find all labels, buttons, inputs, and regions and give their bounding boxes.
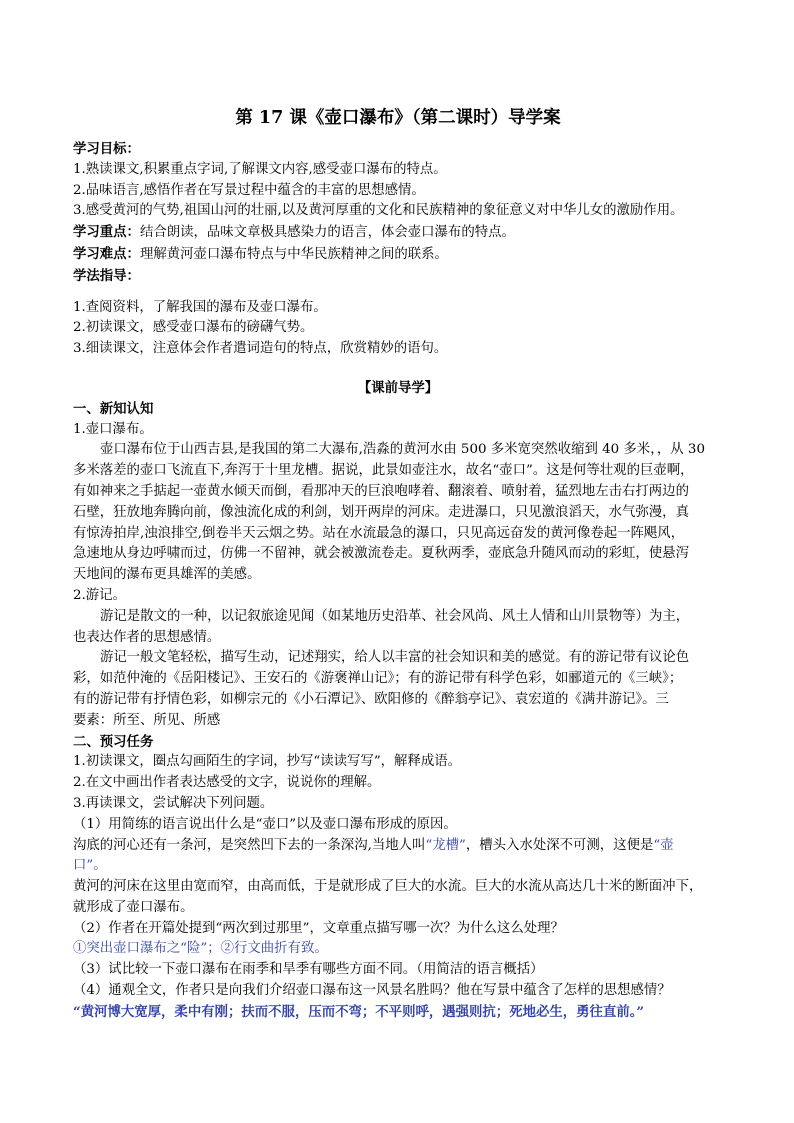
para3-line: 彩，如范仲淹的《岳阳楼记》、王安石的《游褒禅山记》；有的游记带有科学色彩，如郦道元的《三峡》； (73, 671, 683, 687)
spacer (73, 360, 723, 378)
method-item-2: 2.初读课文，感受壶口瀑布的磅礴气势。 (73, 320, 314, 336)
task-item-2: 2.在文中画出作者表达感受的文字，说说你的理解。 (73, 775, 381, 791)
para1-line: 天地间的瀑布更具雄浑的美感。 (73, 567, 261, 583)
question-2: （2）作者在开篇处提到“两次到过那里”，文章重点描写哪一次？为什么这么处理？ (73, 920, 564, 936)
difficult-point-label: 学习难点： (73, 245, 140, 262)
para3-line: 有的游记带有抒情色彩，如柳宗元的《小石潭记》、欧阳修的《醉翁亭记》、袁宏道的《满井游记》。三 (73, 691, 669, 707)
para2-line: 也表达作者的思想感情。 (73, 629, 221, 645)
answer-4: “黄河博大宽厚，柔中有刚；扶而不服，压而不弯；不平则呼，遇强则抗；死地必生，勇往直前。” (73, 1003, 645, 1020)
section2-heading: 二、预习任务 (73, 733, 154, 750)
answer-1a-text: ，槽头入水处深不可测，这便是 (465, 837, 654, 853)
goal-item-3: 3.感受黄河的气势,祖国山河的壮丽,以及黄河厚重的文化和民族精神的象征意义对中华儿女的激励作用。 (73, 203, 684, 219)
question-3: （3）试比较一下壶口瀑布在雨季和旱季有哪些方面不同。（用简洁的语言概括） (73, 962, 544, 978)
para3-line: 要素：所至、所见、所感 (73, 712, 221, 728)
difficult-point-text: 理解黄河壶口瀑布特点与中华民族精神之间的联系。 (139, 246, 448, 262)
answer-1b-line: 就形成了壶口瀑布。 (73, 899, 194, 915)
para1-line: 多米落差的壶口飞流直下,奔泻于十里龙槽。据说，此景如壶注水，故名“壶口”。这是何等壮观的巨壶啊， (73, 463, 694, 479)
document-content (73, 106, 723, 1023)
answer-1a-highlight: “龙槽” (425, 837, 466, 853)
goal-item-1: 1.熟读课文,积累重点字词,了解课文内容,感受壶口瀑布的特点。 (73, 161, 447, 177)
answer-1a (73, 836, 723, 857)
preclass-heading: 【课前导学】 (357, 379, 439, 396)
para1-line: 有惊涛拍岸,浊浪排空,倒卷半天云烟之势。站在水流最急的瀑口，只见高远奋发的黄河像卷起一阵飓风， (73, 525, 685, 541)
key-point-label: 学习重点： (73, 224, 140, 241)
para1-line: 急速地从身边呼啸而过，仿佛一不留神，就会被激流卷走。夏秋两季，壶底急升随风而动的彩虹，使悬泻 (73, 546, 689, 562)
method-item-1: 1.查阅资料，了解我国的瀑布及壶口瀑布。 (73, 299, 327, 315)
page-title: 第 17 课《壶口瀑布》（第二课时）导学案 (235, 108, 561, 128)
para2-line: 游记是散文的一种，以记叙旅途见闻（如某地历史沿革、社会风尚、风土人情和山川景物等）为主， (100, 608, 690, 624)
section1-heading: 一、新知认知 (73, 400, 154, 417)
key-point-text: 结合朗读，品味文章极具感染力的语言，体会壶口瀑布的特点。 (139, 225, 515, 241)
answer-1a-highlight: “壶 (653, 837, 674, 853)
para1-line: 石壁，狂放地奔腾向前，像浊流化成的利剑，划开两岸的河床。走进瀑口，只见激浪滔天，水气弥漫，真 (73, 504, 689, 520)
goal-item-2: 2.品味语言,感悟作者在写景过程中蕴含的丰富的思想感情。 (73, 182, 425, 198)
goals-heading: 学习目标： (73, 141, 140, 157)
answer-1a-text: 沟底的河心还有一条河，是突然凹下去的一条深沟,当地人叫 (73, 837, 426, 853)
question-1: （1）用简练的语言说出什么是“壶口”以及壶口瀑布形成的原因。 (73, 816, 457, 832)
task-item-1: 1.初读课文，圈点勾画陌生的字词，抄写“读读写写”，解释成语。 (73, 754, 462, 770)
spacer (73, 287, 723, 298)
method-item-3: 3.细读课文，注意体会作者遣词造句的特点，欣赏精妙的语句。 (73, 341, 448, 357)
method-heading: 学法指导： (73, 267, 140, 284)
answer-2: ①突出壶口瀑布之“险”；②行文曲折有致。 (73, 941, 328, 957)
task-item-3: 3.再读课文，尝试解决下列问题。 (73, 795, 274, 811)
section1-sub1: 1.壶口瀑布。 (73, 421, 153, 437)
section1-sub2: 2.游记。 (73, 587, 126, 603)
answer-1b-line: 黄河的河床在这里由宽而窄，由高而低，于是就形成了巨大的水流。巨大的水流从高达几十米的断面冲下， (73, 879, 703, 895)
para1-line: 有如神来之手掂起一壶黄水倾天而倒，看那冲天的巨浪咆哮着、翻滚着、喷射着，猛烈地左击右打两边的 (73, 483, 689, 499)
para3-line: 游记一般文笔轻松，描写生动，记述翔实，给人以丰富的社会知识和美的感觉。有的游记带有议论色 (100, 650, 690, 666)
question-4: （4）通观全文，作者只是向我们介绍壶口瀑布这一风景名胜吗？他在写景中蕴含了怎样的思想感情？ (73, 983, 671, 999)
difficult-point (73, 244, 723, 266)
key-point (73, 222, 723, 244)
para1-line: 壶口瀑布位于山西吉县,是我国的第二大瀑布,浩淼的黄河水由 500 多米宽突然收缩到 40 多米，，从 30 (100, 442, 705, 458)
answer-1a-continued: 口”。 (73, 858, 107, 874)
